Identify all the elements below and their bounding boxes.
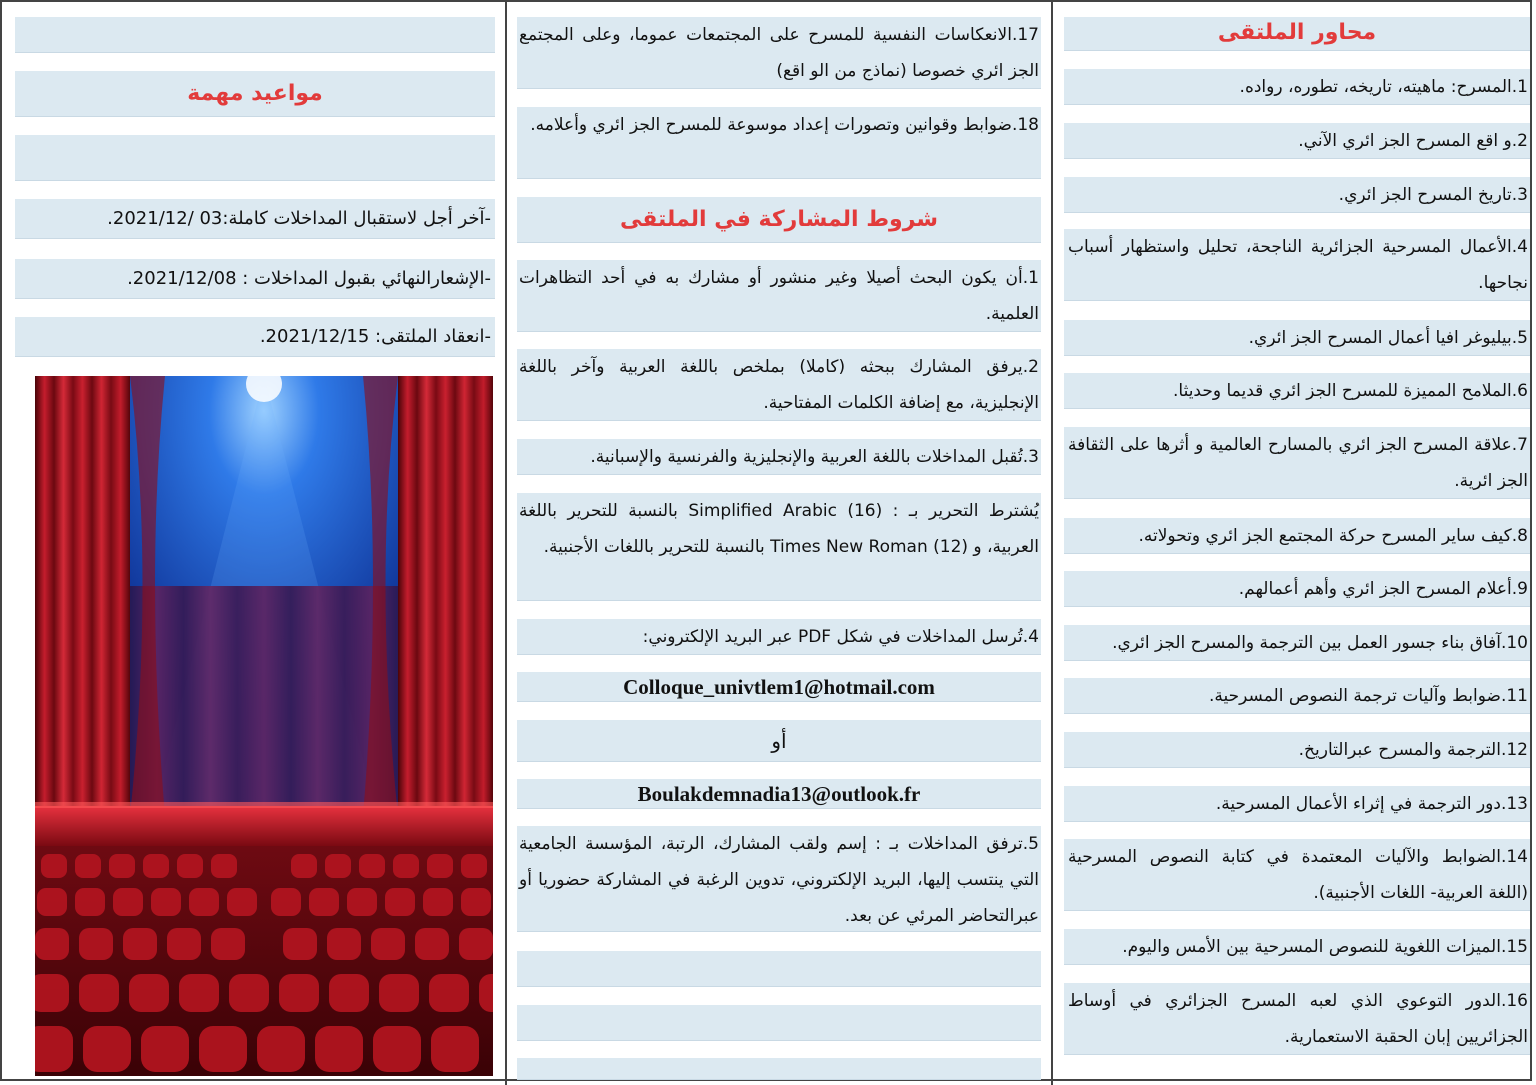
axis-item-15: 15.الميزات اللغوية للنصوص المسرحية بين الأمس واليوم. [1122, 937, 1528, 957]
axis-item-18: 18.ضوابط وقوانين وتصورات إعداد موسوعة للمسرح الجز ائري وأعلامه. [530, 115, 1039, 135]
axis-item-1: 1.المسرح: ماهيته، تاريخه، تطوره، رواده. [1239, 77, 1528, 97]
axis-item-9: 9.أعلام المسرح الجز ائري وأهم أعمالهم. [1238, 579, 1528, 599]
email-1[interactable]: Colloque_univtlem1@hotmail.com [623, 675, 935, 699]
axis-item-17: 17.الانعكاسات النفسية للمسرح على المجتمعات عموما، وعلى المجتمع الجز ائري خصوصا (نماذج من الو اقع) [519, 25, 1039, 81]
axis-item-6: 6.الملامح المميزة للمسرح الجز ائري قديما وحديثا. [1172, 381, 1528, 401]
empty-band [15, 135, 495, 181]
axis-item-13: 13.دور الترجمة في إثراء الأعمال المسرحية. [1215, 794, 1528, 814]
condition-1: 1.أن يكون البحث أصيلا وغير منشور أو مشارك به في أحد التظاهرات العلمية. [519, 268, 1039, 324]
axis-item-10: 10.آفاق بناء جسور العمل بين الترجمة والمسرح الجز ائري. [1112, 633, 1528, 653]
empty-band [517, 1058, 1041, 1080]
dates-heading: مواعيد مهمة [187, 81, 323, 106]
axis-item-2: 2.و اقع المسرح الجز ائري الآني. [1298, 131, 1528, 151]
axis-item-14: 14.الضوابط والآليات المعتمدة في كتابة النصوص المسرحية (اللغة العربية- اللغات الأجنبية). [1068, 847, 1528, 903]
condition-5: 5.ترفق المداخلات بـ : إسم ولقب المشارك، الرتبة، المؤسسة الجامعية التي ينتسب إليها، البريد الإلكتروني، تدوين الرغبة في المشاركة حضوريا أو عبرالتحاضر المرئي عن بعد. [519, 834, 1039, 926]
or-text: أو [771, 729, 787, 753]
condition-font-requirement: يُشترط التحرير بـ : Simplified Arabic (16) بالنسبة للتحرير باللغة العربية، و Times New Roman (12) بالنسبة للتحرير باللغات الأجنبية. [519, 501, 1040, 557]
condition-3: 3.تُقبل المداخلات باللغة العربية والإنجليزية والفرنسية والإسبانية. [590, 447, 1039, 467]
axis-item-11: 11.ضوابط وآليات ترجمة النصوص المسرحية. [1209, 686, 1528, 706]
axis-item-16: 16.الدور التوعوي الذي لعبه المسرح الجزائري في أوساط الجزائريين إبان الحقبة الاستعمارية. [1068, 991, 1528, 1047]
empty-band [517, 951, 1041, 987]
axis-item-3: 3.تاريخ المسرح الجز ائري. [1338, 185, 1528, 205]
axis-item-4: 4.الأعمال المسرحية الجزائرية الناجحة، تحليل واستظهار أسباب نجاحها. [1068, 237, 1528, 293]
deadline-date: -آخر أجل لاستقبال المداخلات كاملة:03 /2021/12. [107, 208, 491, 229]
theater-stage-image [35, 376, 493, 1076]
axis-item-8: 8.كيف ساير المسرح حركة المجتمع الجز ائري وتحولاته. [1138, 526, 1528, 546]
axes-heading: محاور الملتقى [1217, 20, 1377, 45]
axis-item-7: 7.علاقة المسرح الجز ائري بالمسارح العالمية و أثرها على الثقافة الجز ائرية. [1068, 435, 1528, 491]
conference-date: -انعقاد الملتقى: 2021/12/15. [259, 326, 491, 347]
empty-band [517, 1005, 1041, 1041]
column-divider [505, 0, 507, 1085]
email-2[interactable]: Boulakdemnadia13@outlook.fr [637, 782, 921, 806]
axis-item-5: 5.بيليوغر افيا أعمال المسرح الجز ائري. [1248, 328, 1528, 348]
conditions-heading: شروط المشاركة في الملتقى [619, 207, 939, 232]
condition-4: 4.تُرسل المداخلات في شكل PDF عبر البريد الإلكتروني: [642, 627, 1039, 647]
column-divider [1051, 0, 1053, 1085]
condition-2: 2.يرفق المشارك ببحثه (كاملا) بملخص باللغة العربية وآخر باللغة الإنجليزية، مع إضافة الكلمات المفتاحية. [519, 357, 1039, 413]
empty-band [15, 17, 495, 53]
notification-date: -الإشعارالنهائي بقبول المداخلات : 2021/12/08. [127, 268, 491, 289]
axis-item-12: 12.الترجمة والمسرح عبرالتاريخ. [1298, 740, 1528, 760]
